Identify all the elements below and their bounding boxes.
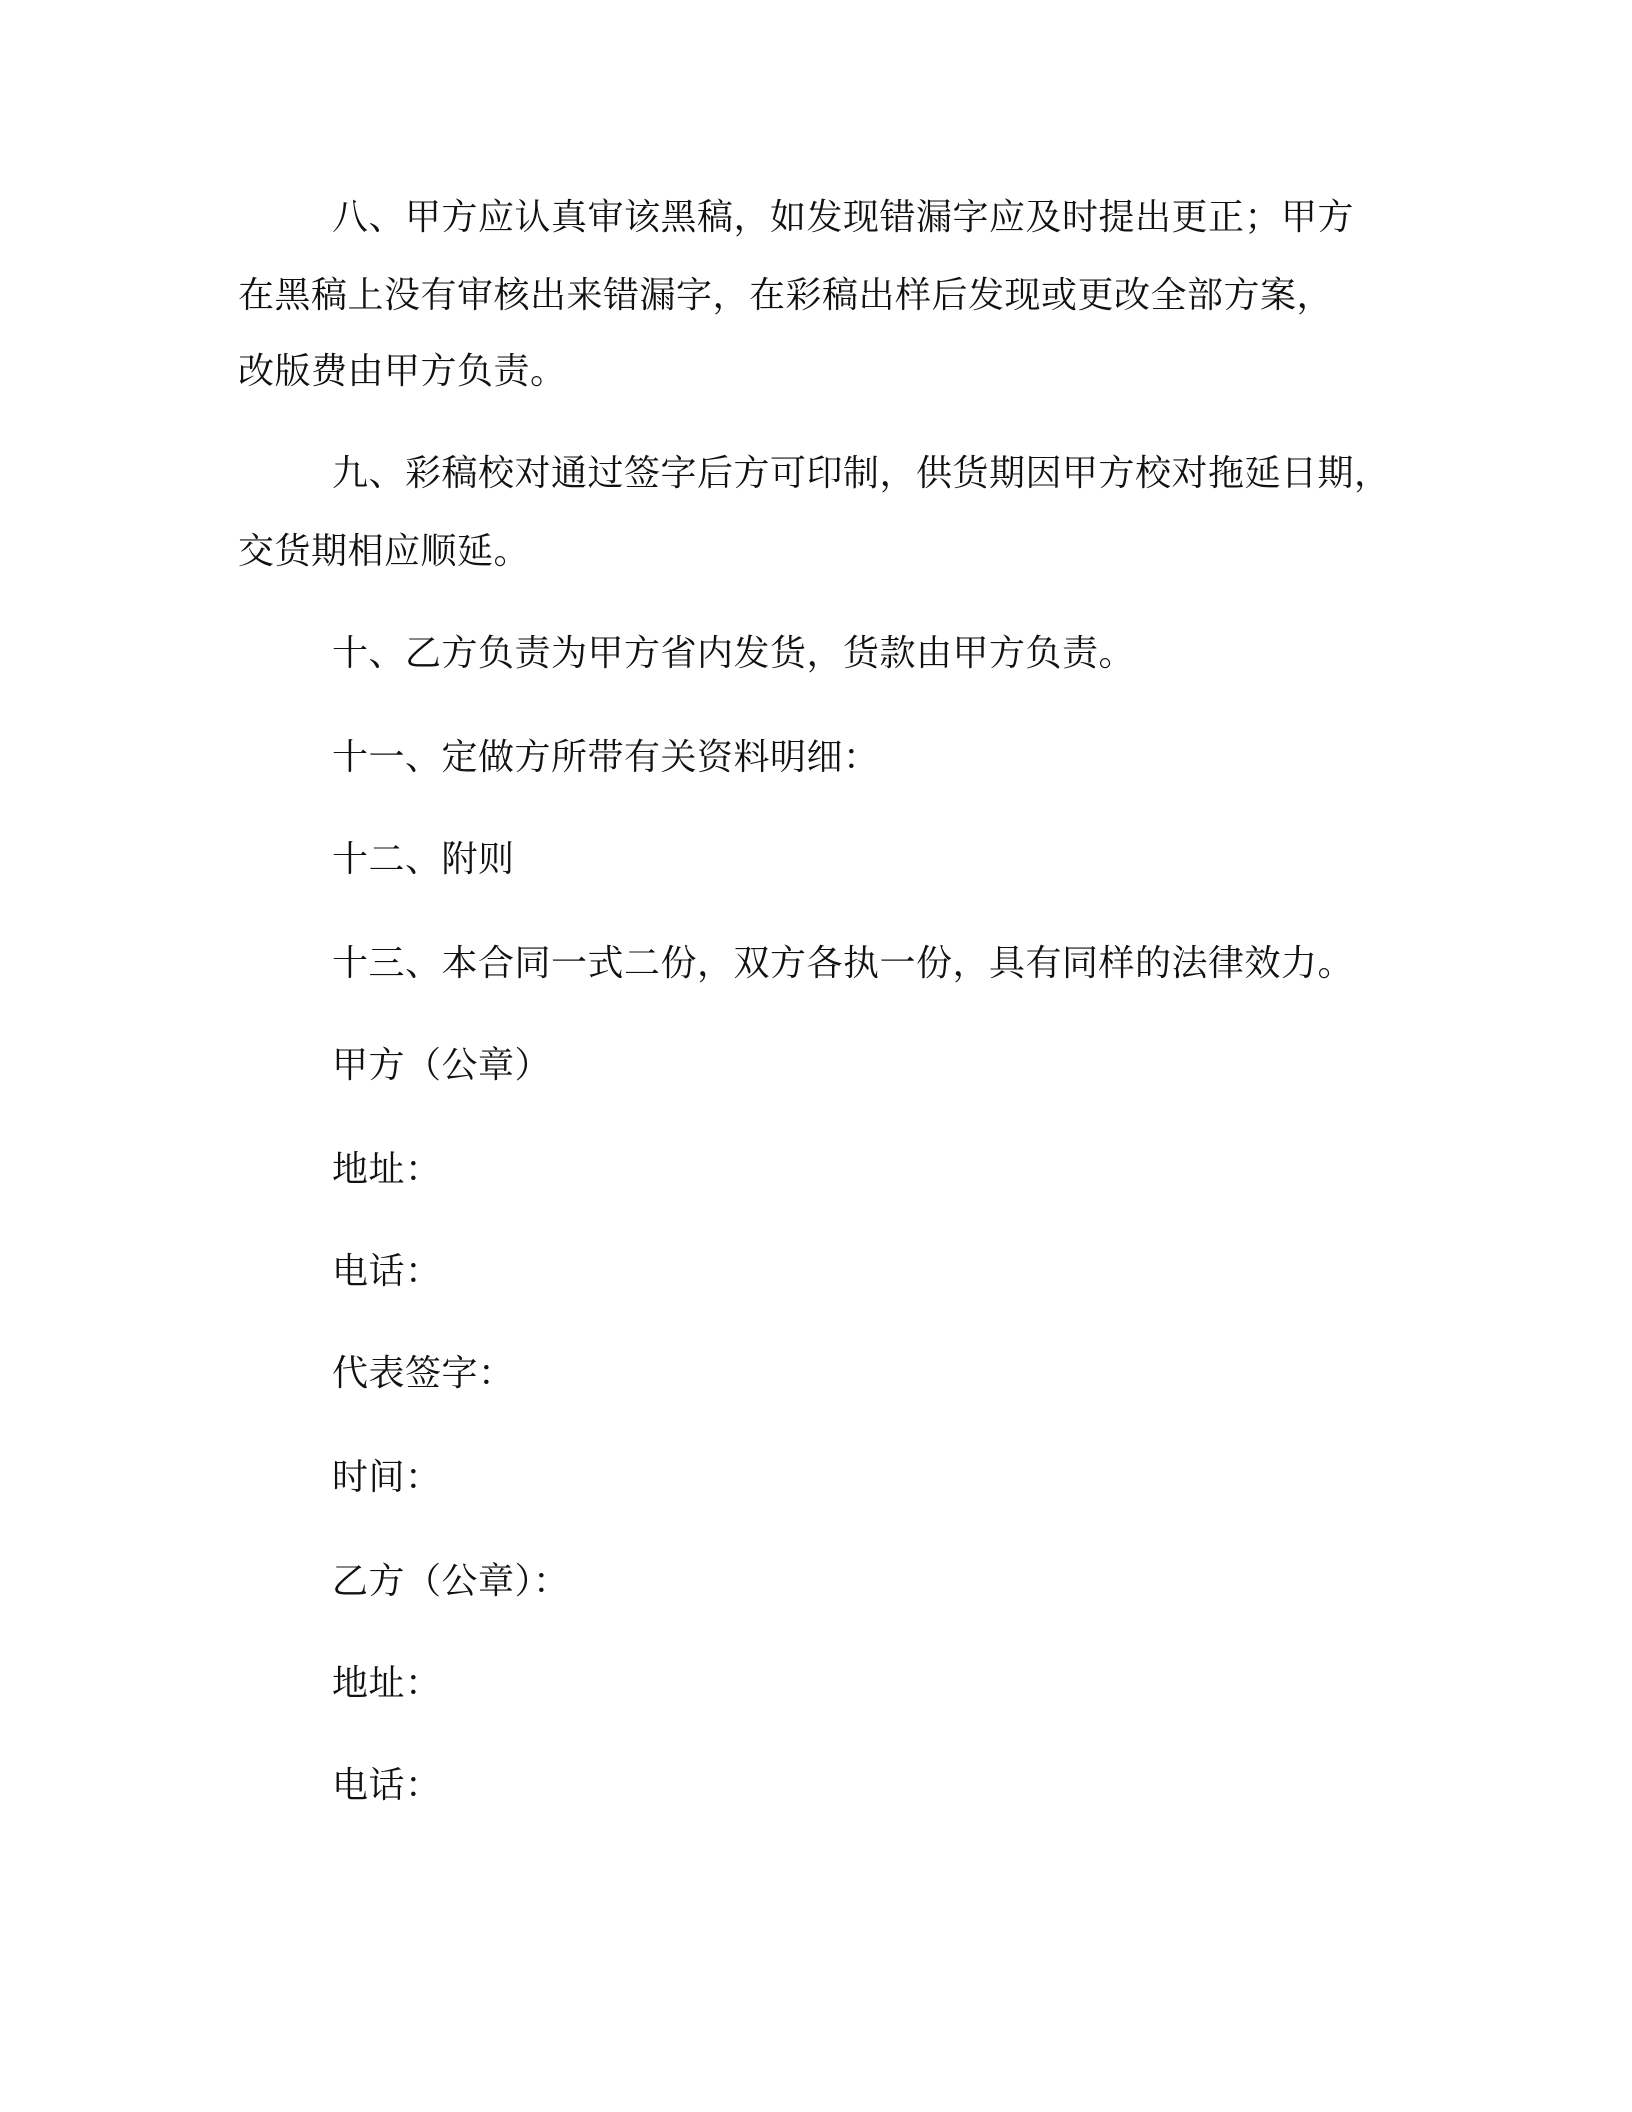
clause-8-line-2: 在黑稿上没有审核出来错漏字，在彩稿出样后发现或更改全部方案， (238, 275, 1334, 316)
party-a-representative: 代表签字： (332, 1353, 515, 1394)
clause-10: 十、乙方负责为甲方省内发货，货款由甲方负责。 (332, 633, 1136, 674)
party-a-address: 地址： (332, 1149, 442, 1190)
clause-11: 十一、定做方所带有关资料明细： (332, 737, 880, 778)
clause-8-line-3: 改版费由甲方负责。 (238, 351, 567, 392)
clause-12: 十二、附则 (332, 839, 515, 880)
party-a-phone: 电话： (332, 1251, 442, 1292)
party-b-phone: 电话： (332, 1765, 442, 1806)
party-b-address: 地址： (332, 1663, 442, 1704)
clause-9-line-2: 交货期相应顺延。 (238, 531, 531, 572)
clause-9-line-1: 九、彩稿校对通过签字后方可印制，供货期因甲方校对拖延日期， (332, 453, 1391, 494)
party-a-time: 时间： (332, 1457, 442, 1498)
party-b-seal: 乙方（公章）： (332, 1561, 570, 1602)
clause-13: 十三、本合同一式二份，双方各执一份，具有同样的法律效力。 (332, 943, 1355, 984)
clause-8-line-1: 八、甲方应认真审该黑稿，如发现错漏字应及时提出更正；甲方 (332, 197, 1355, 238)
party-a-seal: 甲方（公章） (332, 1045, 552, 1086)
